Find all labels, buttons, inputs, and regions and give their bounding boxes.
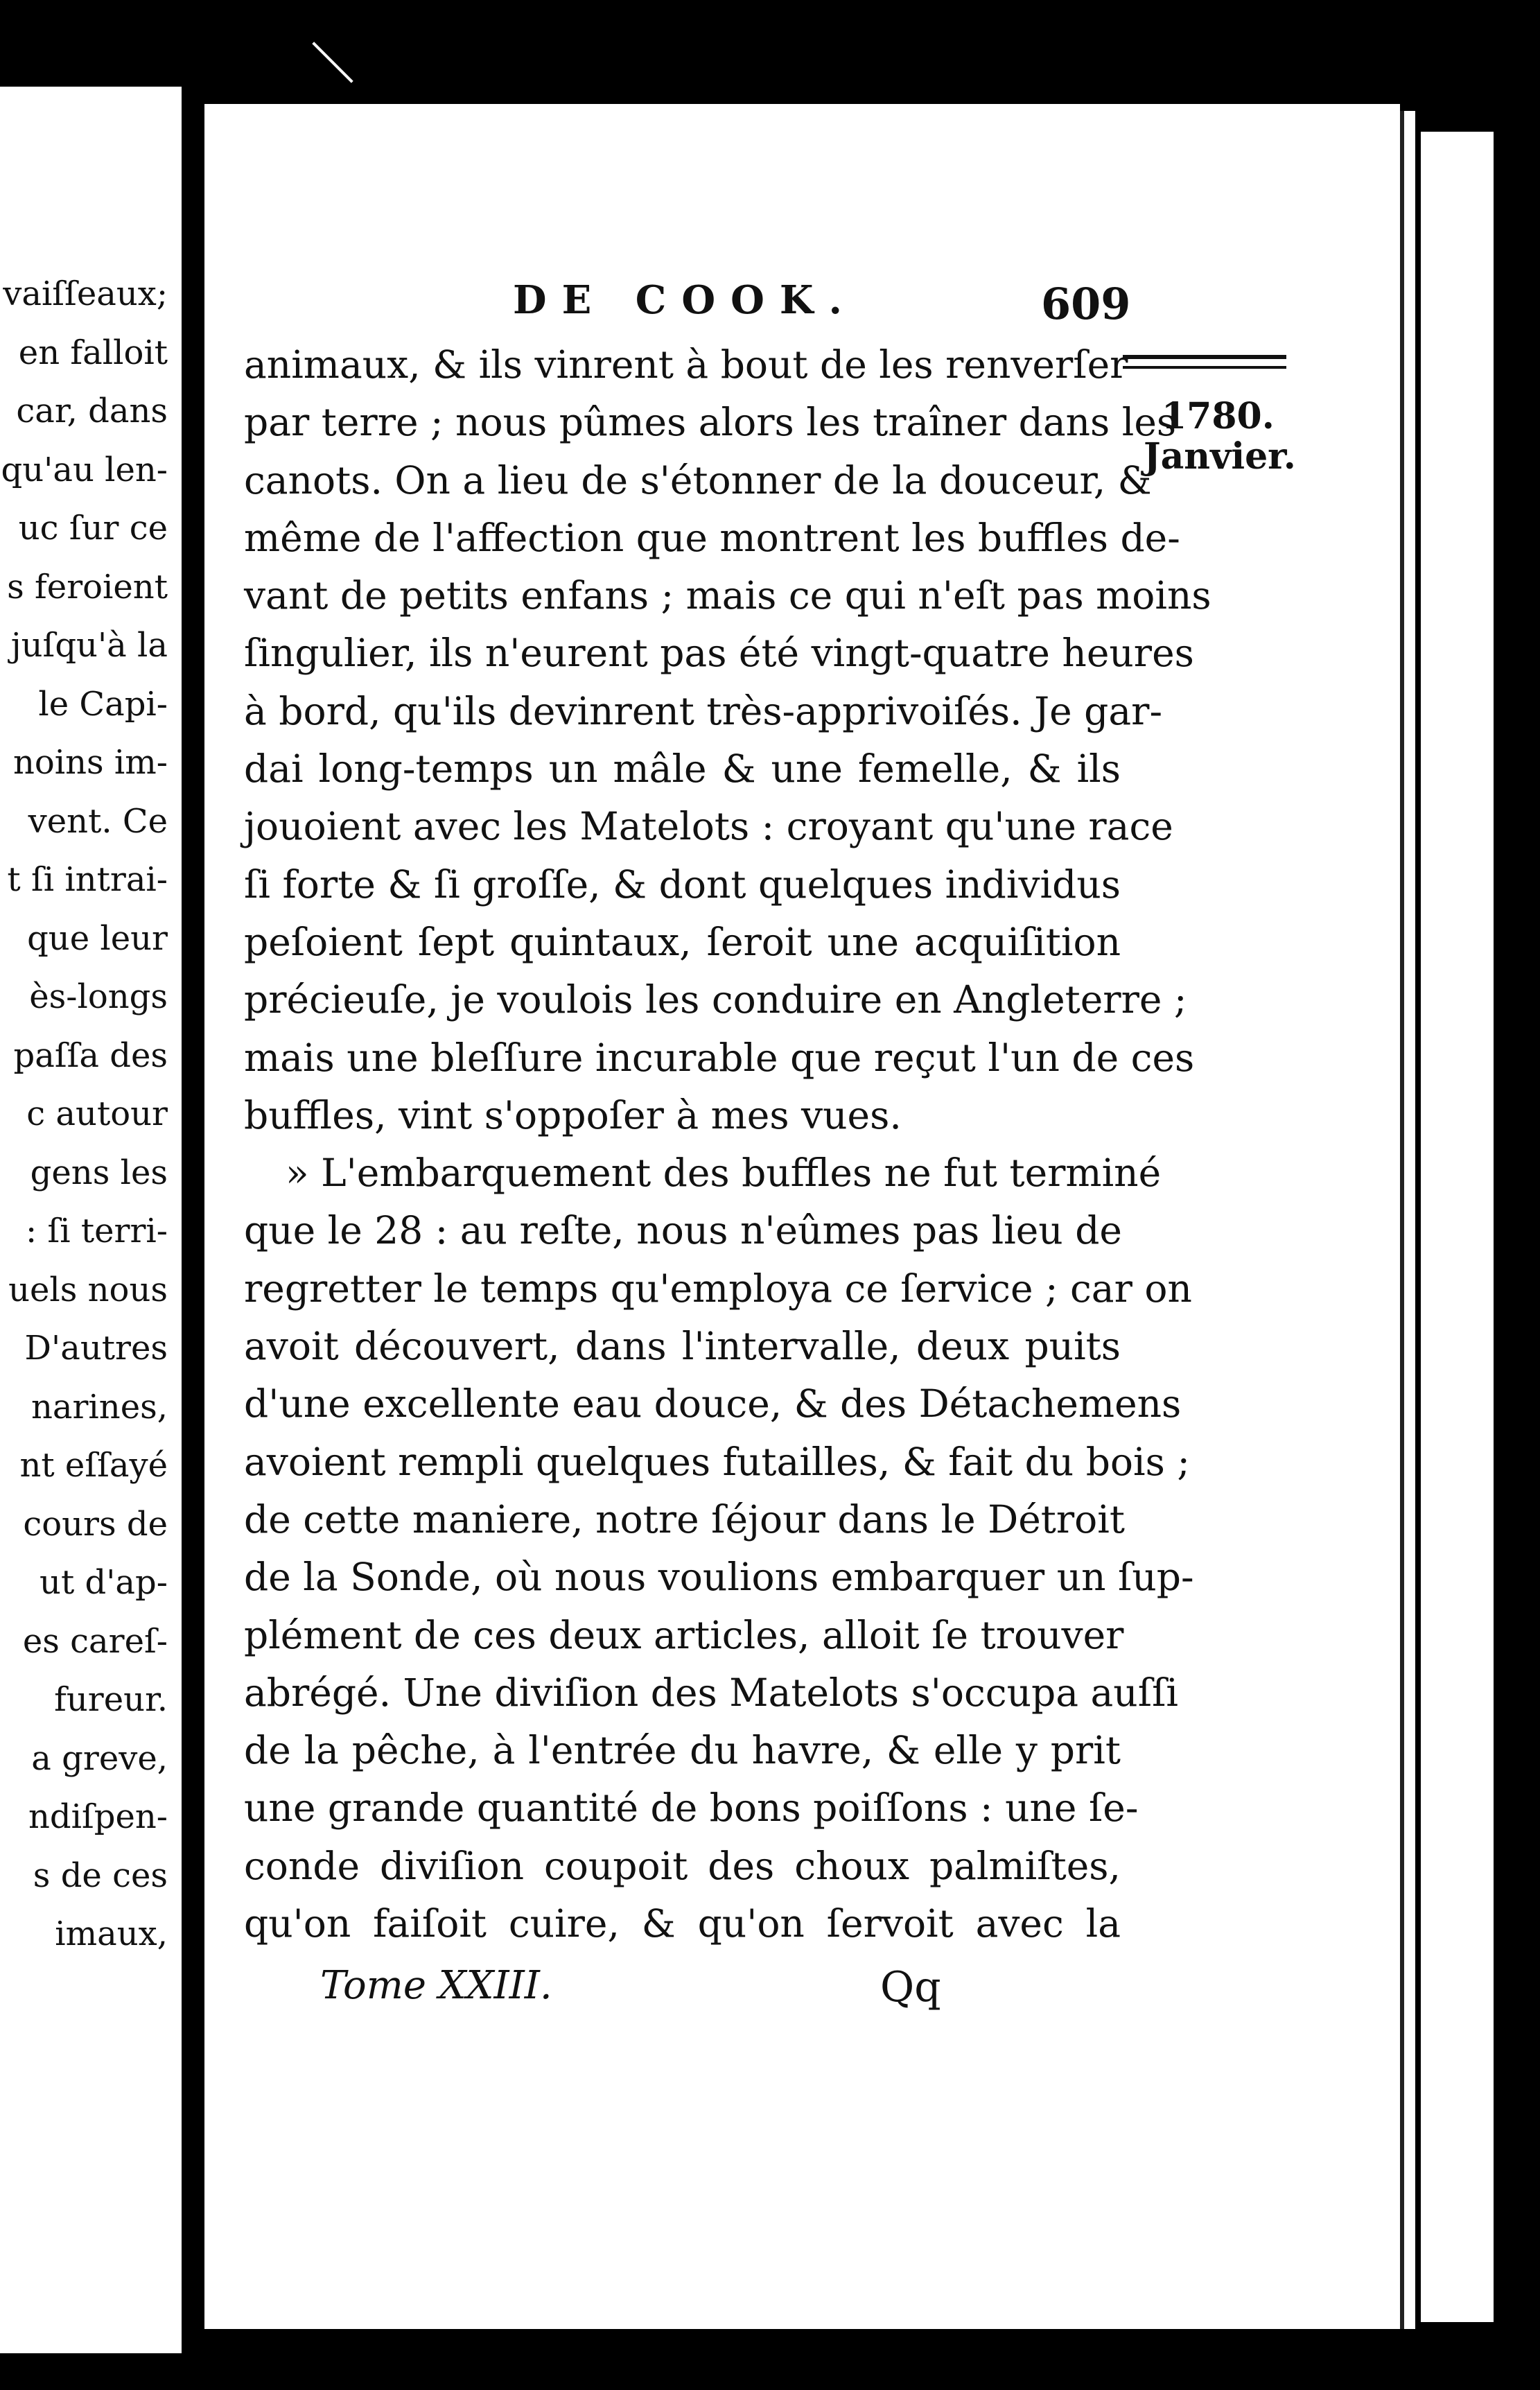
body-line: avoit découvert, dans l'intervalle, deux puits <box>244 1324 1121 1369</box>
previous-page-line: noins im- <box>12 743 168 782</box>
scan-mark <box>312 42 353 82</box>
body-line: » L'embarquement des buffles ne fut terminé <box>286 1151 1162 1196</box>
previous-page-line: car, dans <box>16 392 168 430</box>
body-line: ſingulier, ils n'eurent pas été vingt-quatre heures <box>244 631 1194 676</box>
previous-page-fragment <box>0 87 182 2353</box>
body-line: qu'on faiſoit cuire, & qu'on ſervoit avec la <box>244 1901 1121 1946</box>
body-line: précieuſe, je voulois les conduire en Angleterre ; <box>244 977 1187 1022</box>
body-line: avoient rempli quelques futailles, & fait du bois ; <box>244 1439 1190 1484</box>
previous-page-line: gens les <box>30 1153 168 1192</box>
previous-page-line: imaux, <box>55 1914 168 1953</box>
margin-year: 1780. <box>1162 395 1275 437</box>
previous-page-line: ut d'ap- <box>40 1563 168 1602</box>
previous-page-line: D'autres <box>24 1329 168 1368</box>
previous-page-line: uc ſur ce <box>18 509 168 548</box>
previous-page-line: : ſi terri- <box>26 1212 168 1250</box>
body-line: abrégé. Une diviſion des Matelots s'occupa auſſi <box>244 1670 1179 1715</box>
previous-page-line: juſqu'à la <box>10 626 168 665</box>
previous-page-line: es careſ- <box>22 1621 168 1661</box>
body-line: vant de petits enfans ; mais ce qui n'eſt pas moins <box>244 573 1211 618</box>
previous-page-line: qu'au len- <box>1 450 168 489</box>
body-line: de cette maniere, notre ſéjour dans le Détroit <box>244 1497 1125 1542</box>
next-page-edge <box>1421 132 1494 2322</box>
body-line: ſi forte & ſi groſſe, & dont quelques individus <box>244 862 1121 907</box>
previous-page-line: vent. Ce <box>28 801 168 841</box>
body-line: jouoient avec les Matelots : croyant qu'une race <box>244 804 1173 849</box>
previous-page-line: t ſi intrai- <box>7 860 168 899</box>
body-line: canots. On a lieu de s'étonner de la douceur, & <box>244 457 1152 503</box>
running-title: DE COOK. <box>513 277 858 323</box>
previous-page-line: cours de <box>23 1504 168 1544</box>
previous-page-line: en falloit <box>18 333 168 372</box>
body-line: mais une bleſſure incurable que reçut l'un de ces <box>244 1035 1195 1080</box>
previous-page-line: que leur <box>27 918 168 958</box>
signature-mark: Qq <box>880 1963 941 2012</box>
page-number: 609 <box>1041 279 1131 329</box>
previous-page-line: ndiſpen- <box>28 1797 168 1836</box>
body-line: une grande quantité de bons poiſſons : une ſe- <box>244 1786 1139 1831</box>
body-line: dai long-temps un mâle & une femelle, & ils <box>244 747 1121 792</box>
previous-page-line: ès-longs <box>29 977 168 1016</box>
body-line: peſoient ſept quintaux, ſeroit une acquiſition <box>244 919 1121 964</box>
previous-page-line: fureur. <box>54 1680 168 1719</box>
previous-page-line: paſſa des <box>13 1036 168 1075</box>
body-line: conde diviſion coupoit des choux palmiſtes, <box>244 1843 1121 1888</box>
body-line: plément de ces deux articles, alloit ſe trouver <box>244 1612 1124 1657</box>
previous-page-line: s de ces <box>33 1856 168 1895</box>
previous-page-line: s feroient <box>7 567 168 607</box>
previous-page-line: c autour <box>26 1094 168 1133</box>
body-line: regretter le temps qu'employa ce ſervice ; car on <box>244 1266 1192 1311</box>
body-line: que le 28 : au reſte, nous n'eûmes pas lieu de <box>244 1208 1122 1253</box>
body-line: de la pêche, à l'entrée du havre, & elle y prit <box>244 1728 1121 1773</box>
volume-number: Tome XXIII. <box>320 1963 552 2008</box>
body-line: buffles, vint s'oppoſer à mes vues. <box>244 1092 902 1137</box>
body-line: à bord, qu'ils devinrent très-apprivoiſés. Je gar- <box>244 688 1163 733</box>
previous-page-line: a greve, <box>31 1738 168 1778</box>
previous-page-line: uels nous <box>8 1270 168 1309</box>
body-text <box>244 336 1211 1953</box>
margin-rule <box>1123 355 1286 369</box>
body-line: d'une excellente eau douce, & des Détachemens <box>244 1381 1182 1427</box>
margin-month: Janvier. <box>1144 435 1296 478</box>
body-line: de la Sonde, où nous voulions embarquer un ſup- <box>244 1555 1194 1600</box>
previous-page-line: narines, <box>30 1387 168 1427</box>
previous-page-line: vaiſſeaux; <box>3 274 168 313</box>
previous-page-line: le Capi- <box>38 684 168 724</box>
page-edge <box>1400 111 1415 2329</box>
previous-page-line: nt eſſayé <box>19 1446 168 1485</box>
body-line: par terre ; nous pûmes alors les traîner dans les <box>244 400 1177 445</box>
body-line: animaux, & ils vinrent à bout de les renverſer <box>244 342 1128 387</box>
body-line: même de l'affection que montrent les buffles de- <box>244 515 1180 560</box>
